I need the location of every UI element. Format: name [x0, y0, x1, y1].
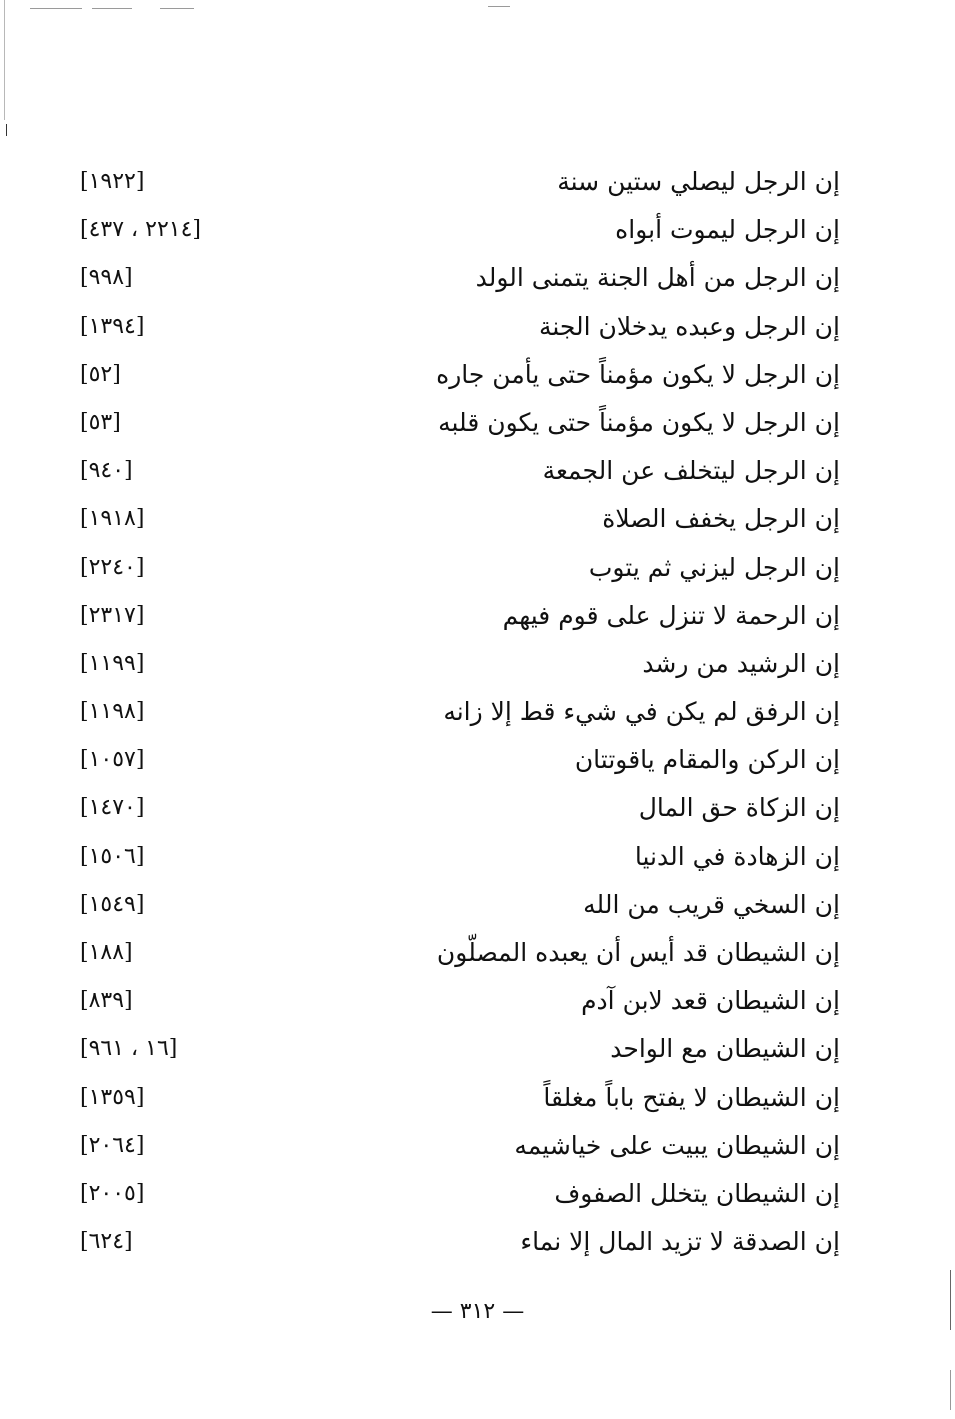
list-item — [60, 1074, 840, 1122]
list-item — [60, 495, 840, 543]
list-item — [60, 1170, 840, 1218]
entry-reference-number: [٥٣] — [80, 409, 121, 435]
right-scan-edge-lower — [950, 1370, 951, 1410]
list-item — [60, 399, 840, 447]
list-item — [60, 881, 840, 929]
list-item — [60, 1122, 840, 1170]
entry-text: إن الرجل يخفف الصلاة — [602, 504, 840, 534]
top-rule-mid — [160, 8, 194, 9]
entry-text: إن الرجل من أهل الجنة يتمنى الولد — [475, 263, 840, 293]
entry-text: إن الرحمة لا تنزل على قوم فيهم — [502, 600, 840, 630]
entry-text: إن الشيطان لا يفتح باباً مغلقاً — [543, 1082, 840, 1112]
list-item — [60, 929, 840, 977]
entry-reference-number: [١٦ ، ٩٦١] — [80, 1036, 178, 1062]
entry-reference-number: [٦٢٤] — [80, 1229, 133, 1255]
list-item — [60, 158, 840, 206]
list-item — [60, 206, 840, 254]
entry-reference-number: [٢٣١٧] — [80, 602, 145, 628]
entry-text: إن السخي قريب من الله — [583, 889, 840, 919]
entry-reference-number: [١١٩٩] — [80, 650, 145, 676]
entry-text: إن الزكاة حق المال — [638, 793, 840, 823]
entry-text: إن الشيطان قد أيس أن يعبده المصلّون — [436, 938, 840, 967]
entry-reference-number: [١٩١٨] — [80, 506, 145, 532]
list-item — [60, 1025, 840, 1073]
entry-text: إن الرجل وعبده يدخلان الجنة — [538, 311, 840, 341]
entry-reference-number: [١٣٥٩] — [80, 1084, 145, 1110]
entry-text: إن الشيطان قعد لابن آدم — [581, 986, 840, 1016]
entry-text: إن الرفق لم يكن في شيء قط إلا زانه — [443, 697, 840, 727]
list-item — [60, 447, 840, 495]
entry-reference-number: [٨٣٩] — [80, 988, 133, 1014]
entry-text: إن الشيطان يبيت على خياشيمه — [514, 1130, 840, 1160]
entry-reference-number: [٥٢] — [80, 361, 121, 387]
entry-text: إن الصدقة لا تزيد المال إلا نماء — [520, 1227, 840, 1257]
page-number: — ٣١٢ — — [430, 1299, 525, 1324]
list-item — [60, 544, 840, 592]
top-rule-left — [30, 8, 82, 9]
entry-reference-number: [٢٠٦٤] — [80, 1132, 145, 1158]
entry-reference-number: [١٩٢٢] — [80, 169, 145, 194]
top-rule-mid-left — [92, 8, 132, 9]
entry-reference-number: [١٤٧٠] — [80, 795, 145, 821]
entry-text: إن الزهادة في الدنيا — [634, 841, 840, 871]
entry-text: إن الرشيد من رشد — [642, 648, 840, 678]
list-item — [60, 1218, 840, 1266]
list-item — [60, 303, 840, 351]
entry-reference-number: [١٠٥٧] — [80, 747, 145, 773]
list-item — [60, 736, 840, 784]
index-entries — [60, 158, 840, 1266]
list-item — [60, 254, 840, 302]
entry-text: إن الرجل لا يكون مؤمناً حتى يأمن جاره — [436, 359, 840, 389]
entry-reference-number: [١٥٤٩] — [80, 891, 145, 917]
entry-text: إن الرجل لا يكون مؤمناً حتى يكون قلبه — [438, 407, 840, 437]
entry-reference-number: [١٨٨] — [80, 940, 133, 965]
entry-text: إن الركن والمقام ياقوتتان — [574, 745, 840, 775]
list-item — [60, 592, 840, 640]
list-item — [60, 688, 840, 736]
entry-reference-number: [٢٢٤٠] — [80, 554, 145, 580]
entry-text: إن الشيطان مع الواحد — [610, 1034, 840, 1064]
left-scan-edge — [4, 0, 5, 120]
entry-reference-number: [٩٩٨] — [80, 265, 133, 291]
top-rule-right — [488, 6, 510, 7]
entry-reference-number: [٩٤٠] — [80, 458, 133, 484]
entry-reference-number: [١٣٩٤] — [80, 313, 145, 339]
entry-text: إن الرجل ليصلي ستين سنة — [557, 167, 840, 196]
entry-reference-number: [١١٩٨] — [80, 699, 145, 725]
list-item — [60, 784, 840, 832]
entry-text: إن الشيطان يتخلل الصفوف — [554, 1178, 840, 1208]
list-item — [60, 977, 840, 1025]
list-item — [60, 351, 840, 399]
entry-reference-number: [٢٢١٤ ، ٤٣٧] — [80, 217, 201, 243]
entry-text: إن الرجل ليتخلف عن الجمعة — [542, 456, 840, 486]
entry-text: إن الرجل ليزني ثم يتوب — [588, 552, 840, 582]
left-scan-mark — [6, 124, 7, 136]
entry-text: إن الرجل ليموت أبواه — [615, 215, 840, 245]
list-item — [60, 833, 840, 881]
list-item — [60, 640, 840, 688]
entry-reference-number: [٢٠٠٥] — [80, 1180, 145, 1206]
entry-reference-number: [١٥٠٦] — [80, 843, 145, 869]
